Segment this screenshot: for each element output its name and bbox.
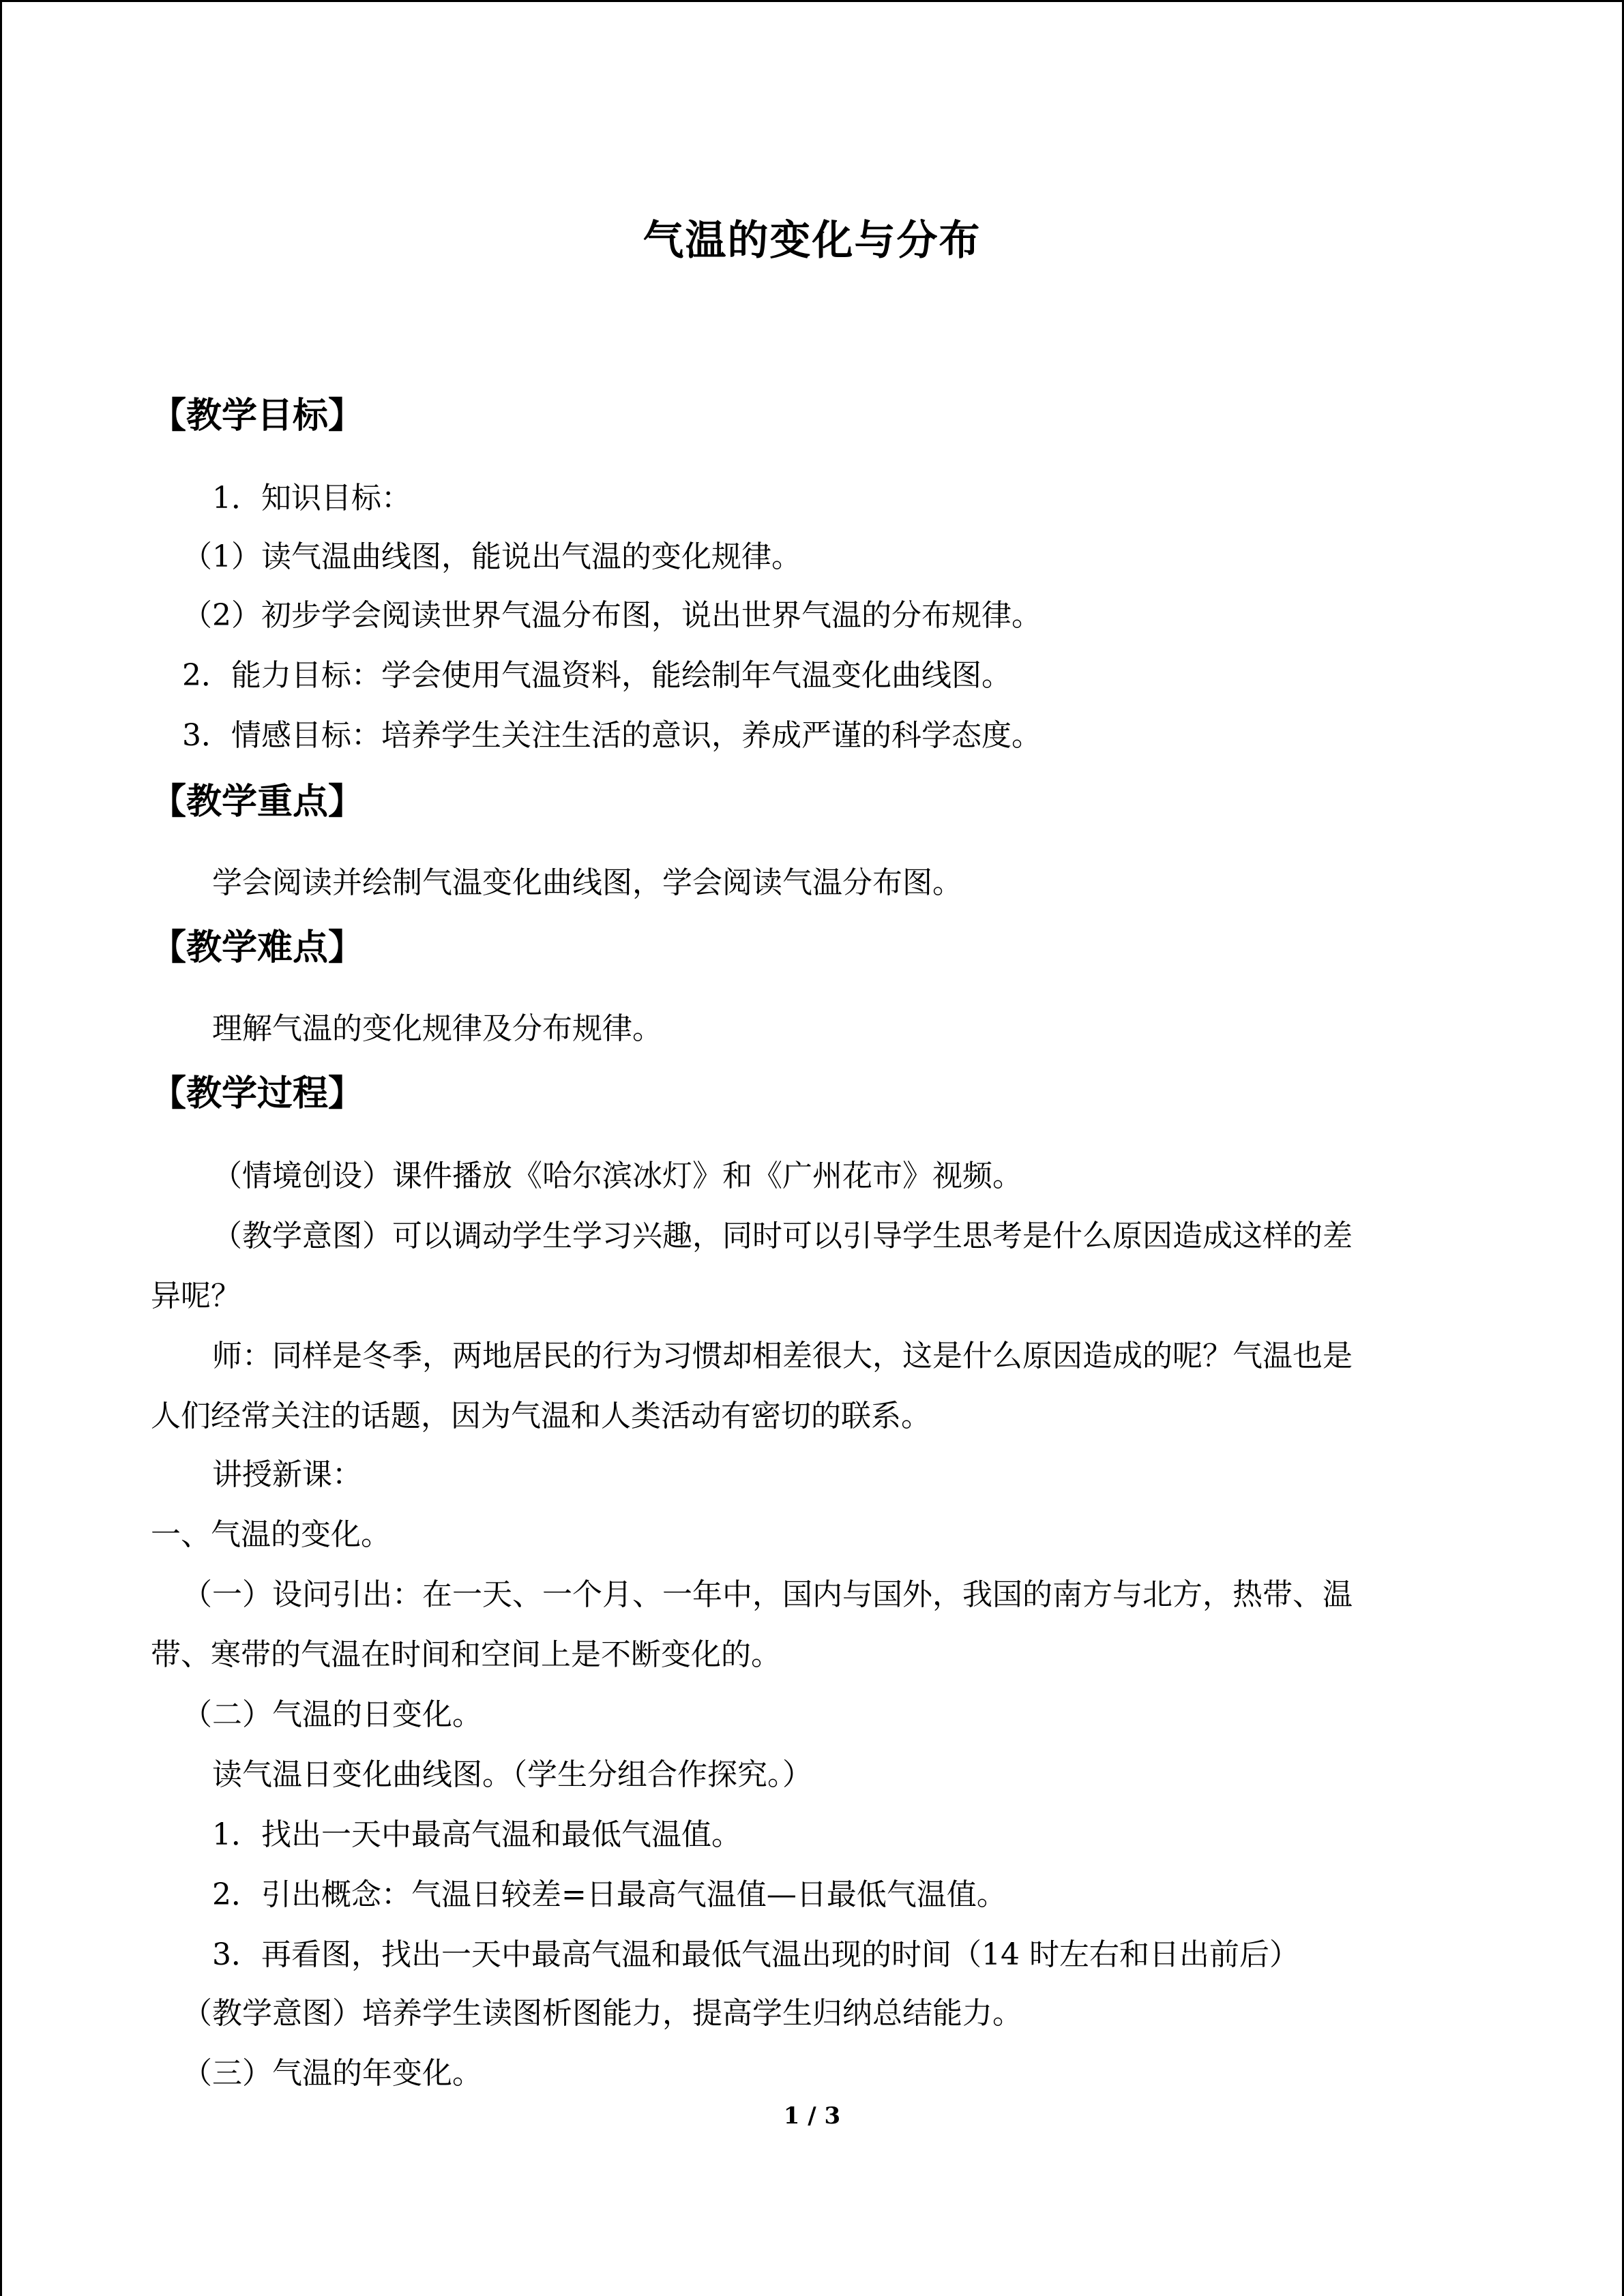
- objective-line: 3．情感目标：培养学生关注生活的意识，养成严谨的科学态度。: [182, 718, 1042, 753]
- objective-line: （1）读气温曲线图，能说出气温的变化规律。: [182, 539, 801, 574]
- section-heading-difficulties: 【教学难点】: [151, 927, 364, 968]
- process-line: 读气温日变化曲线图。（学生分组合作探究。）: [212, 1757, 812, 1792]
- process-line: 一、气温的变化。: [151, 1517, 391, 1552]
- process-line: 1．找出一天中最高气温和最低气温值。: [212, 1817, 741, 1852]
- process-line: （教学意图）培养学生读图析图能力，提高学生归纳总结能力。: [182, 1996, 1022, 2031]
- objective-line: （2）初步学会阅读世界气温分布图，说出世界气温的分布规律。: [182, 598, 1042, 633]
- process-line: 讲授新课：: [212, 1457, 362, 1492]
- key-point-line: 学会阅读并绘制气温变化曲线图，学会阅读气温分布图。: [212, 865, 962, 900]
- process-line: 师：同样是冬季，两地居民的行为习惯却相差很大，这是什么原因造成的呢？气温也是: [212, 1339, 1353, 1373]
- process-line: 人们经常关注的话题，因为气温和人类活动有密切的联系。: [151, 1399, 931, 1433]
- process-line: （教学意图）可以调动学生学习兴趣，同时可以引导学生思考是什么原因造成这样的差: [212, 1219, 1353, 1253]
- difficulty-line: 理解气温的变化规律及分布规律。: [212, 1011, 662, 1046]
- process-line: 带、寒带的气温在时间和空间上是不断变化的。: [151, 1637, 781, 1672]
- objective-line: 1．知识目标：: [212, 481, 411, 516]
- objective-line: 2．能力目标：学会使用气温资料，能绘制年气温变化曲线图。: [182, 658, 1012, 693]
- section-heading-objectives: 【教学目标】: [151, 396, 364, 436]
- process-line: 异呢？: [151, 1279, 241, 1313]
- process-line: （三）气温的年变化。: [182, 2056, 482, 2091]
- process-line: 3．再看图，找出一天中最高气温和最低气温出现的时间（14 时左右和日出前后）: [212, 1937, 1299, 1972]
- section-heading-process: 【教学过程】: [151, 1073, 364, 1114]
- document-title: 气温的变化与分布: [643, 217, 981, 265]
- page-number: 1 / 3: [783, 2102, 841, 2130]
- process-line: 2．引出概念：气温日较差=日最高气温值—日最低气温值。: [212, 1877, 1007, 1912]
- section-heading-key-points: 【教学重点】: [151, 781, 364, 822]
- process-line: （一）设问引出：在一天、一个月、一年中，国内与国外，我国的南方与北方，热带、温: [182, 1577, 1353, 1612]
- process-line: （情境创设）课件播放《哈尔滨冰灯》和《广州花市》视频。: [212, 1159, 1022, 1193]
- process-line: （二）气温的日变化。: [182, 1697, 482, 1732]
